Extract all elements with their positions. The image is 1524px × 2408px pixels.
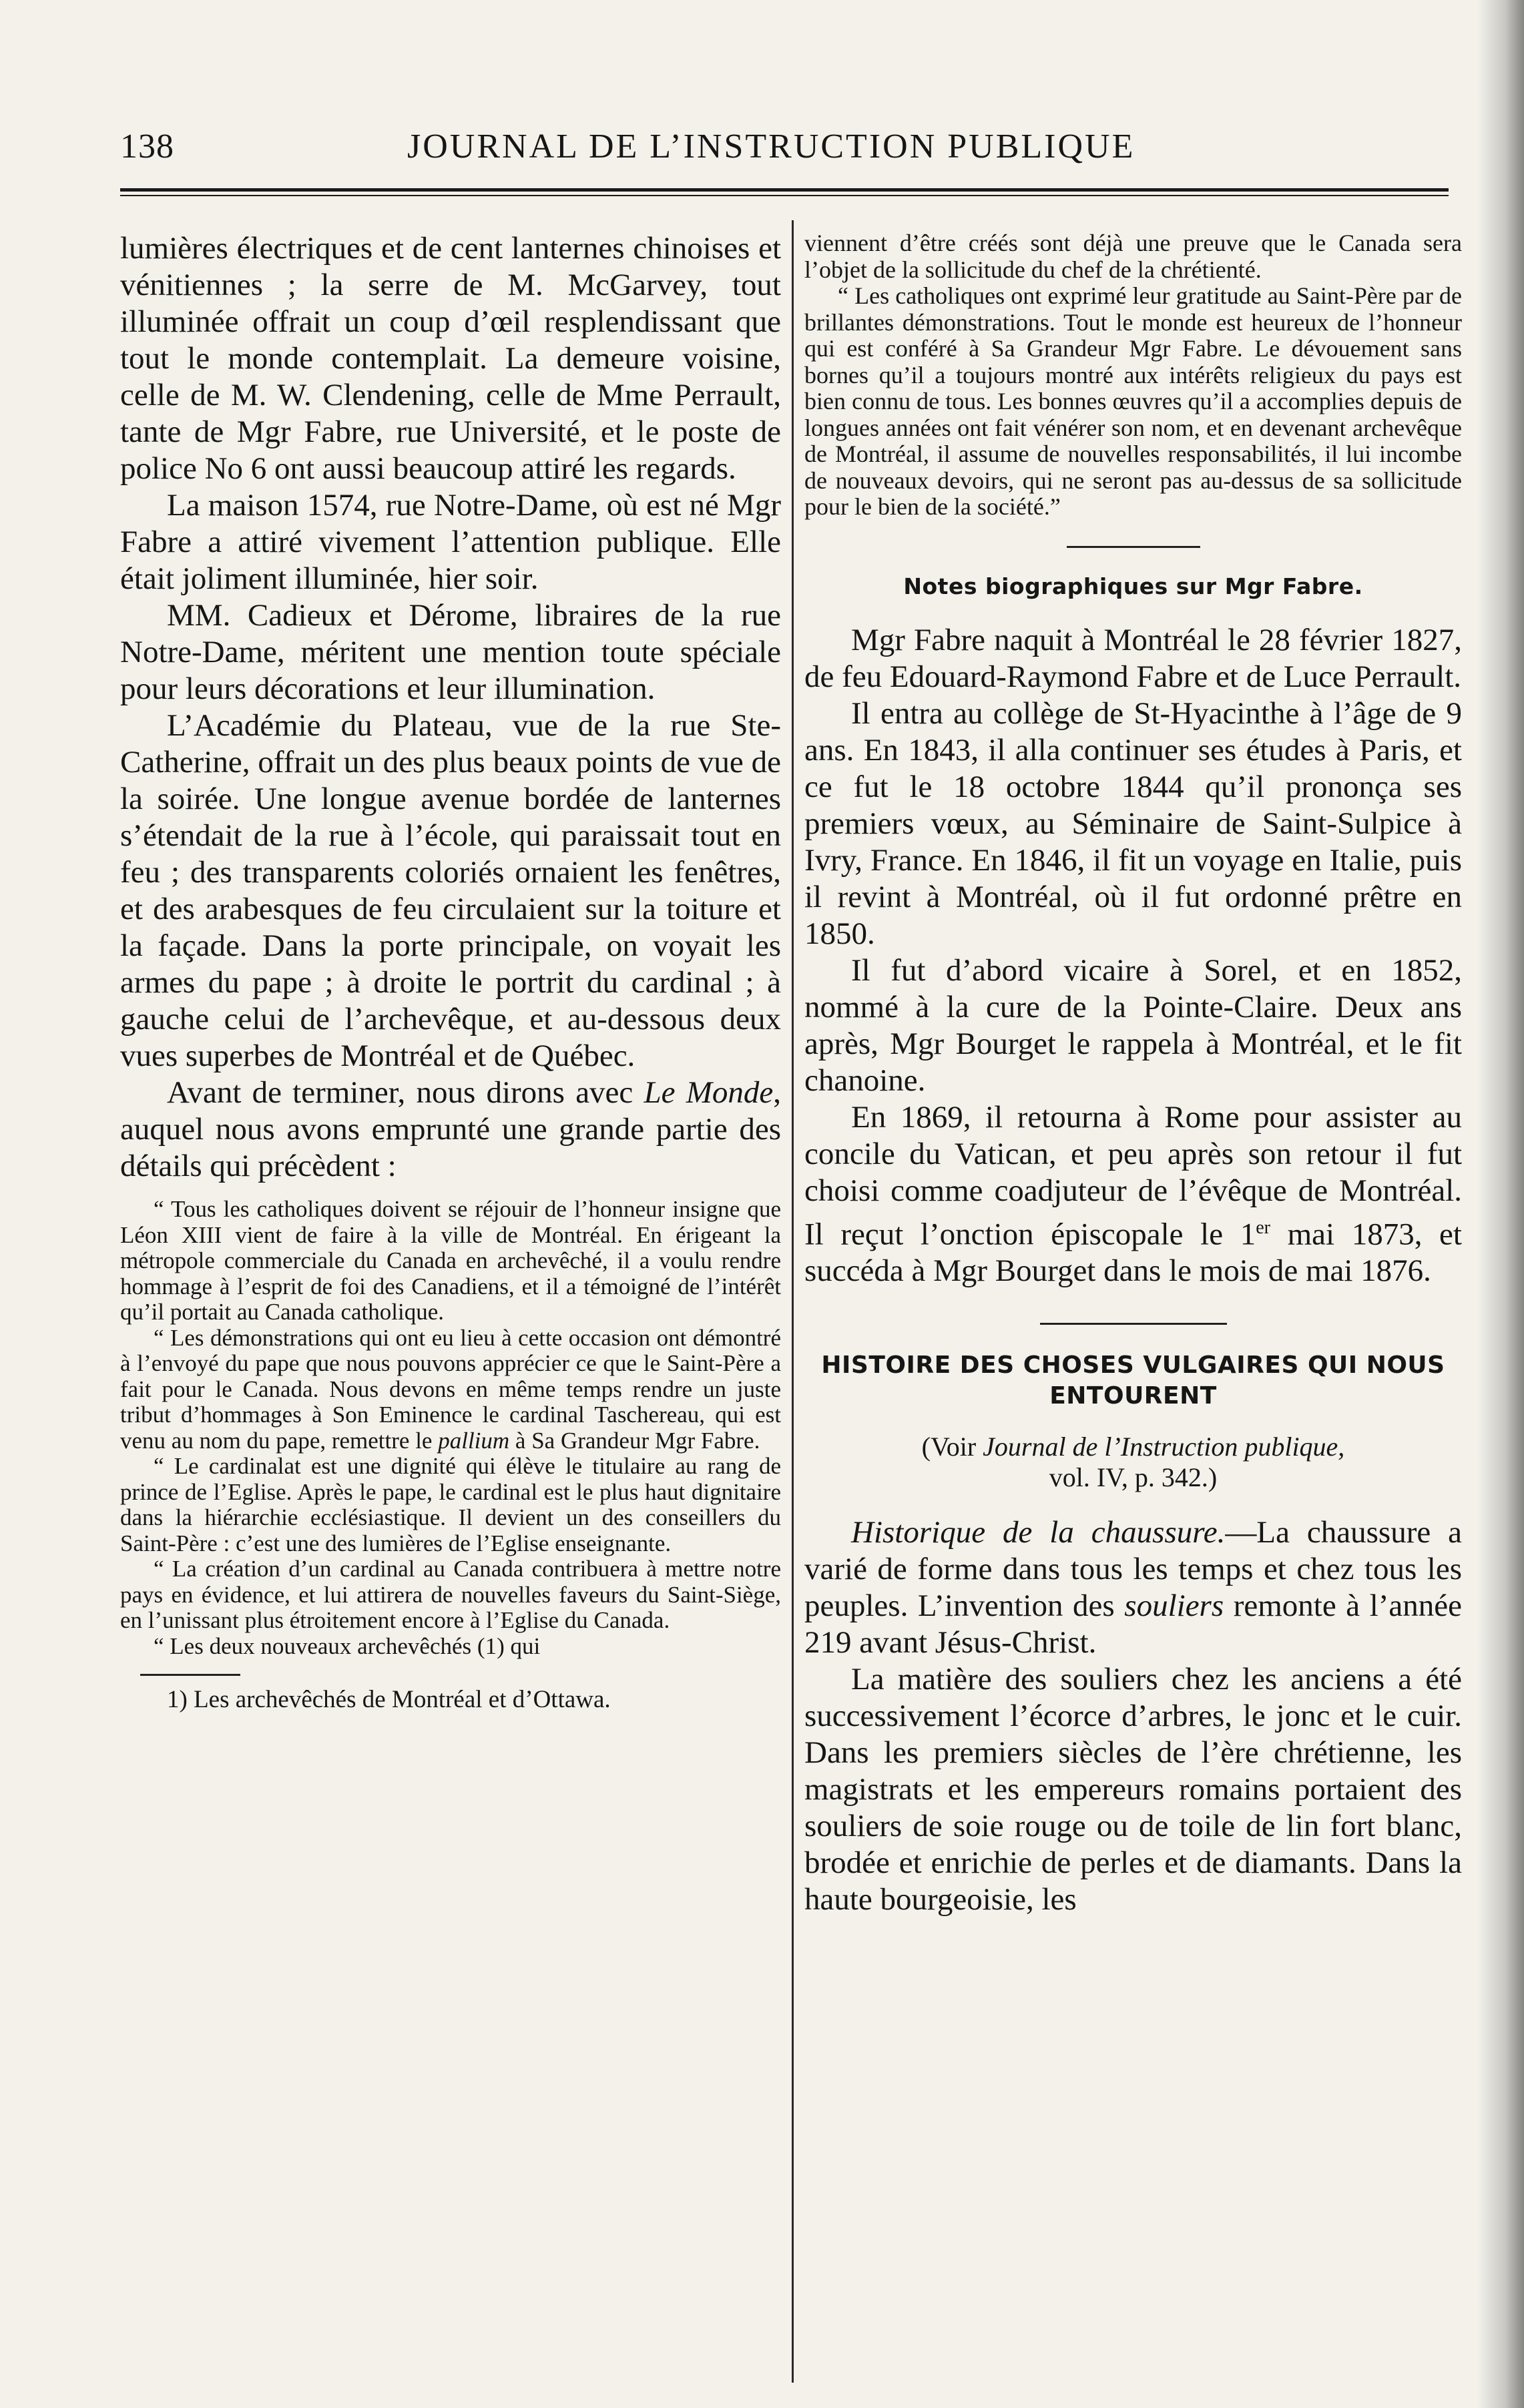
section-heading-notes-biographiques: Notes biographiques sur Mgr Fabre. [903,573,1363,599]
paragraph-academie-plateau: L’Académie du Plateau, vue de la rue Ste-Catherine, offrait un des plus beaux points de vue de la soirée. Une longue avenue bordée de lanternes s’étendait de la rue à l’école, qui paraissait tout en feu ; des transparents coloriés ornaient les fenêtres, et des arabesques de feu circulaient sur la toiture et la façade. Dans la porte principale, on voyait les armes du pape ; à droite le portrit du cardinal ; à gauche celui de l’archevêque, et au-dessous deux vues superbes de Montréal et de Québec. [120,708,781,1073]
reference-line [804,1432,1462,1493]
paragraph-vicaire: Il fut d’abord vicaire à Sorel, et en 1852, nommé à la cure de la Pointe-Claire. Deux ans après, Mgr Bourget le rappela à Montréal, et le fit chanoine. [804,952,1462,1098]
italic-reference: Journal de l’Instruction publique, [983,1432,1345,1462]
header-rule-thin [120,195,1449,196]
paragraph-matiere-souliers: La matière des souliers chez les anciens a été successivement l’écorce d’arbres, le jonc et le cuir. Dans les premiers siècles de l’ère chrétienne, les magistrats et les empereurs romains portaient des souliers de soie rouge ou de toile de lin fort blanc, brodée et enrichie de perles et de diamants. Dans la haute bourgeoisie, les [804,1662,1462,1917]
superscript: er [1256,1217,1270,1238]
footnote-rule [140,1674,240,1676]
right-column [804,230,1462,1918]
text-run: (Voir [921,1432,977,1462]
text-run: vol. IV, p. 342.) [1049,1462,1218,1493]
paragraph-cadieux-derome: MM. Cadieux et Dérome, libraires de la rue Notre-Dame, méritent une mention toute spéciale pour leurs décorations et leur illumination. [120,598,781,706]
paragraph-maison-1574: La maison 1574, rue Notre-Dame, où est né Mgr Fabre a attiré vivement l’attention publique. Elle était joliment illuminée, hier soir. [120,488,781,596]
paragraph-concile [804,1099,1462,1290]
footnote: 1) Les archevêchés de Montréal et d’Ottawa. [167,1686,611,1713]
italic-word: souliers [1124,1588,1224,1624]
page-header [120,127,1449,174]
quote-paragraph: “ Tous les catholiques doivent se réjouir de l’honneur insigne que Léon XIII vient de faire à la ville de Montréal. En érigeant la métropole commerciale du Canada en archevêché, il a voulu rendre hommage à l’esprit de foi des Canadiens, et il a témoigné de l’intérêt qu’il portait au Canada catholique. [120,1196,781,1325]
quote-paragraph: “ Les catholiques ont exprimé leur gratitude au Saint-Père par de brillantes démonstrations. Tout le monde est heureux de l’honneur qui est conféré à Sa Grandeur Mgr Fabre. Le dévouement sans bornes qu’il a toujours montré aux intérêts religieux du pays est bien connu de tous. Les bonnes œuvres qu’il a accomplies depuis de longues années ont fait vénérer son nom, et en devenant archevêque de Montréal, il assume de nouvelles responsabilités, il lui incombe de nouveaux devoirs, qui ne seront pas au-dessus de sa sollicitude pour le bien de la société.” [804,282,1462,520]
quote-paragraph: “ La création d’un cardinal au Canada contribuera à mettre notre pays en évidence, et lui attirera de nouvelles faveurs du Saint-Siège, en l’unissant plus étroitement encore à l’Eglise du Canada. [120,1556,781,1633]
page-number: 138 [120,127,174,166]
paragraph-le-monde [120,1075,781,1185]
journal-title: JOURNAL DE L’INSTRUCTION PUBLIQUE [407,127,1135,166]
quote-paragraph: “ Le cardinalat est une dignité qui élève le titulaire au rang de prince de l’Eglise. Après le pape, le cardinal est le plus haut dignitaire dans la hiérarchie ecclésiastique. Il devient un des conseillers du Saint-Père : c’est une des lumières de l’Eglise enseignante. [120,1453,781,1556]
paragraph-illuminations: lumières électriques et de cent lanternes chinoises et vénitiennes ; la serre de M. McGarvey, tout illuminée offrait un coup d’œil resplendissant que tout le monde contemplait. La demeure voisine, celle de M. W. Clendening, celle de Mme Perrault, tante de Mgr Fabre, rue Université, et le poste de police No 6 ont aussi beaucoup attiré les regards. [120,231,781,486]
text-run: —La chaussure a varié de forme dans tous les temps et chez tous les peuples. L’invention des [804,1515,1463,1624]
section-rule [1067,546,1200,548]
text-run: , auquel nous avons emprunté une grande partie des détails qui précèdent : [120,1075,781,1183]
paragraph-historique-chaussure [804,1514,1462,1661]
column-divider [792,220,794,2383]
quote-paragraph: “ Les deux nouveaux archevêchés (1) qui [154,1632,541,1659]
text-run: En 1869, il retourna à Rome pour assister au concile du Vatican, et peu après son retour il fut choisi comme coadjuteur de l’évêque de Montréal. Il reçut l’onction épiscopale le 1 [804,1099,1462,1252]
text-run: Avant de terminer, nous dirons avec [167,1075,633,1110]
text-run: mai 1873, et succéda à Mgr Bourget dans le mois de mai 1876. [804,1217,1462,1289]
text-run: “ Les démonstrations qui ont eu lieu à cette occasion ont démontré à l’envoyé du pape que nous pouvons apprécier ce que le Saint-Père a fait pour le Canada. Nous devons en même temps rendre un juste tribut d’hommages à Son Eminence le cardinal Taschereau, qui est venu au nom du pape, remettre le [120,1324,781,1454]
quote-paragraph [120,1325,781,1454]
section-rule [1040,1323,1227,1325]
header-rule [120,188,1449,192]
section-heading-histoire: HISTOIRE DES CHOSES VULGAIRES QUI NOUS ENTOURENT [821,1351,1445,1410]
italic-word: pallium [438,1427,510,1454]
text-run: remonte à l’année 219 avant Jésus-Christ. [804,1588,1462,1661]
binding-shadow [1477,0,1524,2408]
paragraph-etudes: Il entra au collège de St-Hyacinthe à l’âge de 9 ans. En 1843, il alla continuer ses études à Paris, et ce fut le 18 octobre 1844 qu’il prononça ses premiers vœux, au Séminaire de Saint-Sulpice à Ivry, France. En 1846, il fit un voyage en Italie, puis il revint à Montréal, où il fut ordonné prêtre en 1850. [804,695,1462,951]
quote-continuation: viennent d’être créés sont déjà une preuve que le Canada sera l’objet de la sollicitude du chef de la chrétienté. [804,230,1462,283]
newspaper-title: Le Monde [644,1075,774,1110]
italic-subtitle: Historique de la chaussure. [851,1515,1226,1550]
left-column [120,230,781,1715]
text-run: à Sa Grandeur Mgr Fabre. [515,1427,760,1454]
paragraph-naissance: Mgr Fabre naquit à Montréal le 28 février 1827, de feu Edouard-Raymond Fabre et de Luce Perrault. [804,622,1462,694]
